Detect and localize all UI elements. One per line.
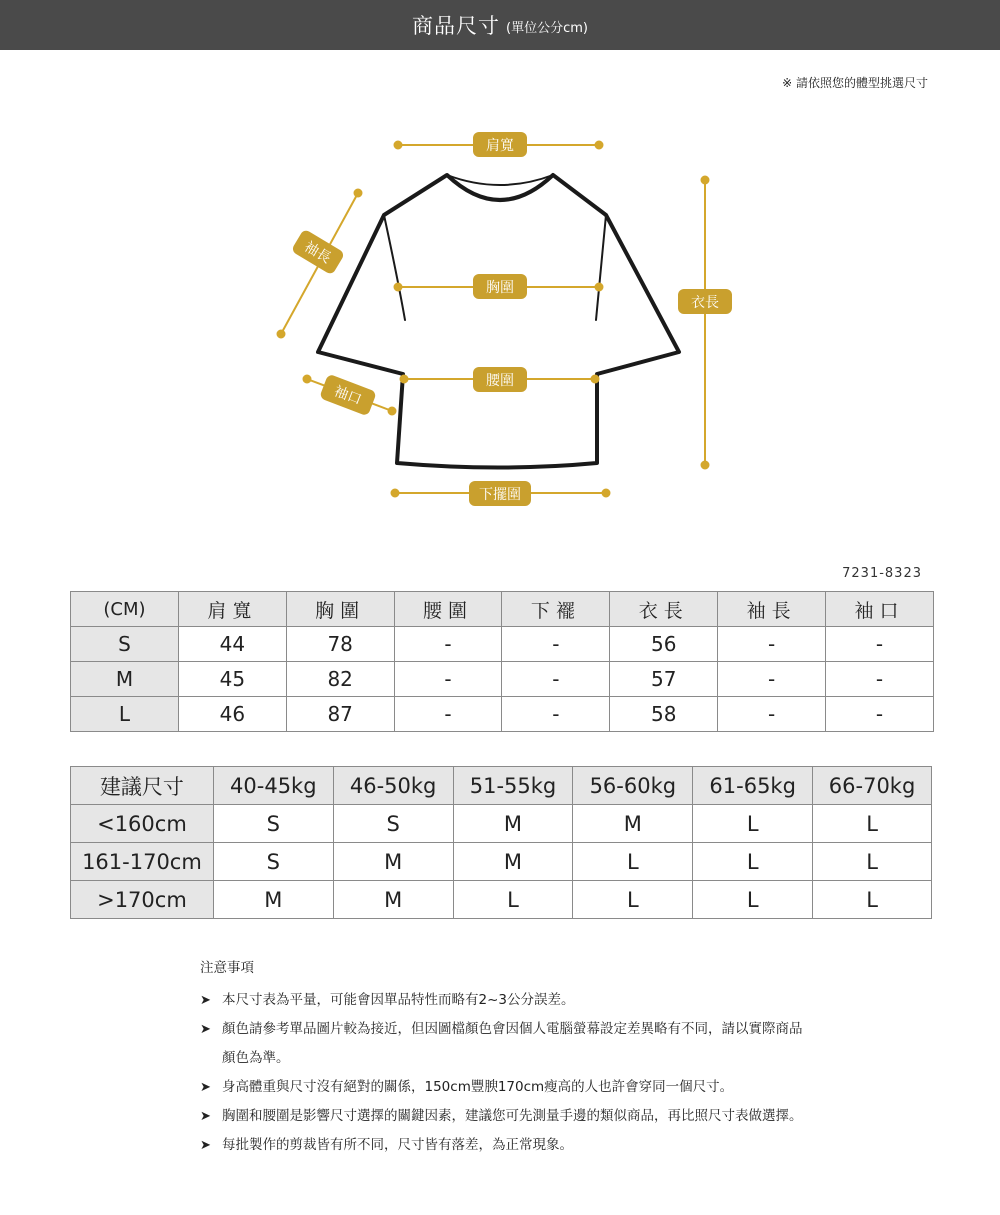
length-measure-line [702, 177, 709, 469]
label-shoulder [473, 132, 527, 157]
table-cell: 78 [286, 627, 394, 662]
svg-text:肩寬: 肩寬 [486, 138, 514, 154]
height-label: <160cm [71, 805, 214, 843]
table-row [71, 697, 934, 732]
table-row [71, 843, 932, 881]
height-label: >170cm [71, 881, 214, 919]
rec-table-header: 61-65kg [693, 767, 813, 805]
list-item [200, 1015, 810, 1073]
size-label: L [71, 697, 179, 732]
arrow-icon: ➤ [200, 1080, 211, 1095]
label-hem [469, 481, 531, 506]
shirt-outline [318, 175, 679, 468]
table-cell: M [333, 843, 453, 881]
note-text: 本尺寸表為平量，可能會因單品特性而略有2~3公分誤差。 [222, 992, 575, 1008]
table-cell: - [502, 697, 610, 732]
table-cell: M [453, 805, 573, 843]
table-cell: - [394, 662, 502, 697]
table-cell: 46 [178, 697, 286, 732]
size-table-header: 袖長 [718, 592, 826, 627]
table-cell: L [573, 881, 693, 919]
table-cell: - [502, 662, 610, 697]
table-cell: S [333, 805, 453, 843]
list-item [200, 1073, 810, 1102]
note-text: 身高體重與尺寸沒有絕對的關係，150cm豐腴170cm瘦高的人也許會穿同一個尺寸。 [222, 1079, 734, 1095]
table-cell: L [453, 881, 573, 919]
page-title: 商品尺寸 [412, 14, 501, 38]
label-sleeve-length [291, 228, 346, 275]
svg-text:腰圍: 腰圍 [486, 373, 514, 389]
note-text: 胸圍和腰圍是影響尺寸選擇的關鍵因素，建議您可先測量手邊的類似商品，再比照尺寸表做選擇。 [222, 1108, 803, 1124]
arrow-icon: ➤ [200, 993, 211, 1008]
size-table-header: 肩寬 [178, 592, 286, 627]
size-table-header: 袖口 [826, 592, 934, 627]
arrow-icon: ➤ [200, 1109, 211, 1124]
table-cell: 87 [286, 697, 394, 732]
table-cell: 56 [610, 627, 718, 662]
table-cell: S [213, 805, 333, 843]
size-table-header: 胸圍 [286, 592, 394, 627]
rec-table-header: 40-45kg [213, 767, 333, 805]
table-cell: L [693, 843, 813, 881]
size-table-header: 下襬 [502, 592, 610, 627]
size-label: M [71, 662, 179, 697]
size-table-header: 腰圍 [394, 592, 502, 627]
table-row [71, 805, 932, 843]
rec-table-header: 51-55kg [453, 767, 573, 805]
height-label: 161-170cm [71, 843, 214, 881]
note-text: 顏色請參考單品圖片較為接近，但因圖檔顏色會因個人電腦螢幕設定差異略有不同，請以實際商品顏色為準。 [222, 1021, 803, 1066]
table-row [71, 662, 934, 697]
svg-text:袖口: 袖口 [331, 383, 364, 409]
size-table-header: (CM) [71, 592, 179, 627]
table-cell: 44 [178, 627, 286, 662]
table-cell: L [813, 805, 932, 843]
table-cell: L [693, 805, 813, 843]
label-cuff [319, 374, 377, 417]
table-cell: 82 [286, 662, 394, 697]
size-table-header: 衣長 [610, 592, 718, 627]
list-item [200, 1131, 810, 1160]
rec-table-header-row [71, 767, 932, 805]
table-cell: L [813, 843, 932, 881]
table-cell: - [718, 662, 826, 697]
arrow-icon: ➤ [200, 1022, 211, 1037]
arrow-icon: ➤ [200, 1138, 211, 1153]
table-cell: - [718, 697, 826, 732]
recommended-size-table [70, 766, 932, 919]
notes-title: 注意事項 [200, 960, 254, 976]
label-chest [473, 274, 527, 299]
table-cell: M [573, 805, 693, 843]
table-cell: M [213, 881, 333, 919]
notes-section [200, 956, 810, 1160]
table-cell: - [826, 627, 934, 662]
svg-text:胸圍: 胸圍 [486, 280, 514, 296]
size-selection-note: ※ 請依照您的體型挑選尺寸 [782, 76, 928, 90]
rec-table-header: 46-50kg [333, 767, 453, 805]
table-cell: - [394, 627, 502, 662]
note-text: 每批製作的剪裁皆有所不同，尺寸皆有落差，為正常現象。 [222, 1137, 573, 1153]
table-cell: - [394, 697, 502, 732]
size-table [70, 591, 934, 732]
table-cell: M [453, 843, 573, 881]
unit-label: (單位公分cm) [506, 21, 588, 36]
table-cell: L [693, 881, 813, 919]
table-cell: - [826, 697, 934, 732]
table-cell: L [573, 843, 693, 881]
table-cell: S [213, 843, 333, 881]
garment-measurement-diagram [0, 110, 1000, 530]
table-cell: 58 [610, 697, 718, 732]
svg-text:下擺圍: 下擺圍 [479, 487, 521, 503]
table-cell: M [333, 881, 453, 919]
table-cell: - [502, 627, 610, 662]
table-cell: 57 [610, 662, 718, 697]
size-label: S [71, 627, 179, 662]
table-cell: L [813, 881, 932, 919]
svg-text:袖長: 袖長 [301, 238, 334, 267]
rec-table-header: 建議尺寸 [71, 767, 214, 805]
label-length [678, 289, 732, 314]
svg-text:衣長: 衣長 [691, 295, 719, 311]
table-cell: - [826, 662, 934, 697]
table-row [71, 627, 934, 662]
table-row [71, 881, 932, 919]
product-code: 7231-8323 [842, 566, 922, 581]
size-table-header-row [71, 592, 934, 627]
table-cell: - [718, 627, 826, 662]
rec-table-header: 66-70kg [813, 767, 932, 805]
label-waist [473, 367, 527, 392]
rec-table-header: 56-60kg [573, 767, 693, 805]
list-item [200, 1102, 810, 1131]
table-cell: 45 [178, 662, 286, 697]
list-item [200, 986, 810, 1015]
header-bar [0, 0, 1000, 50]
